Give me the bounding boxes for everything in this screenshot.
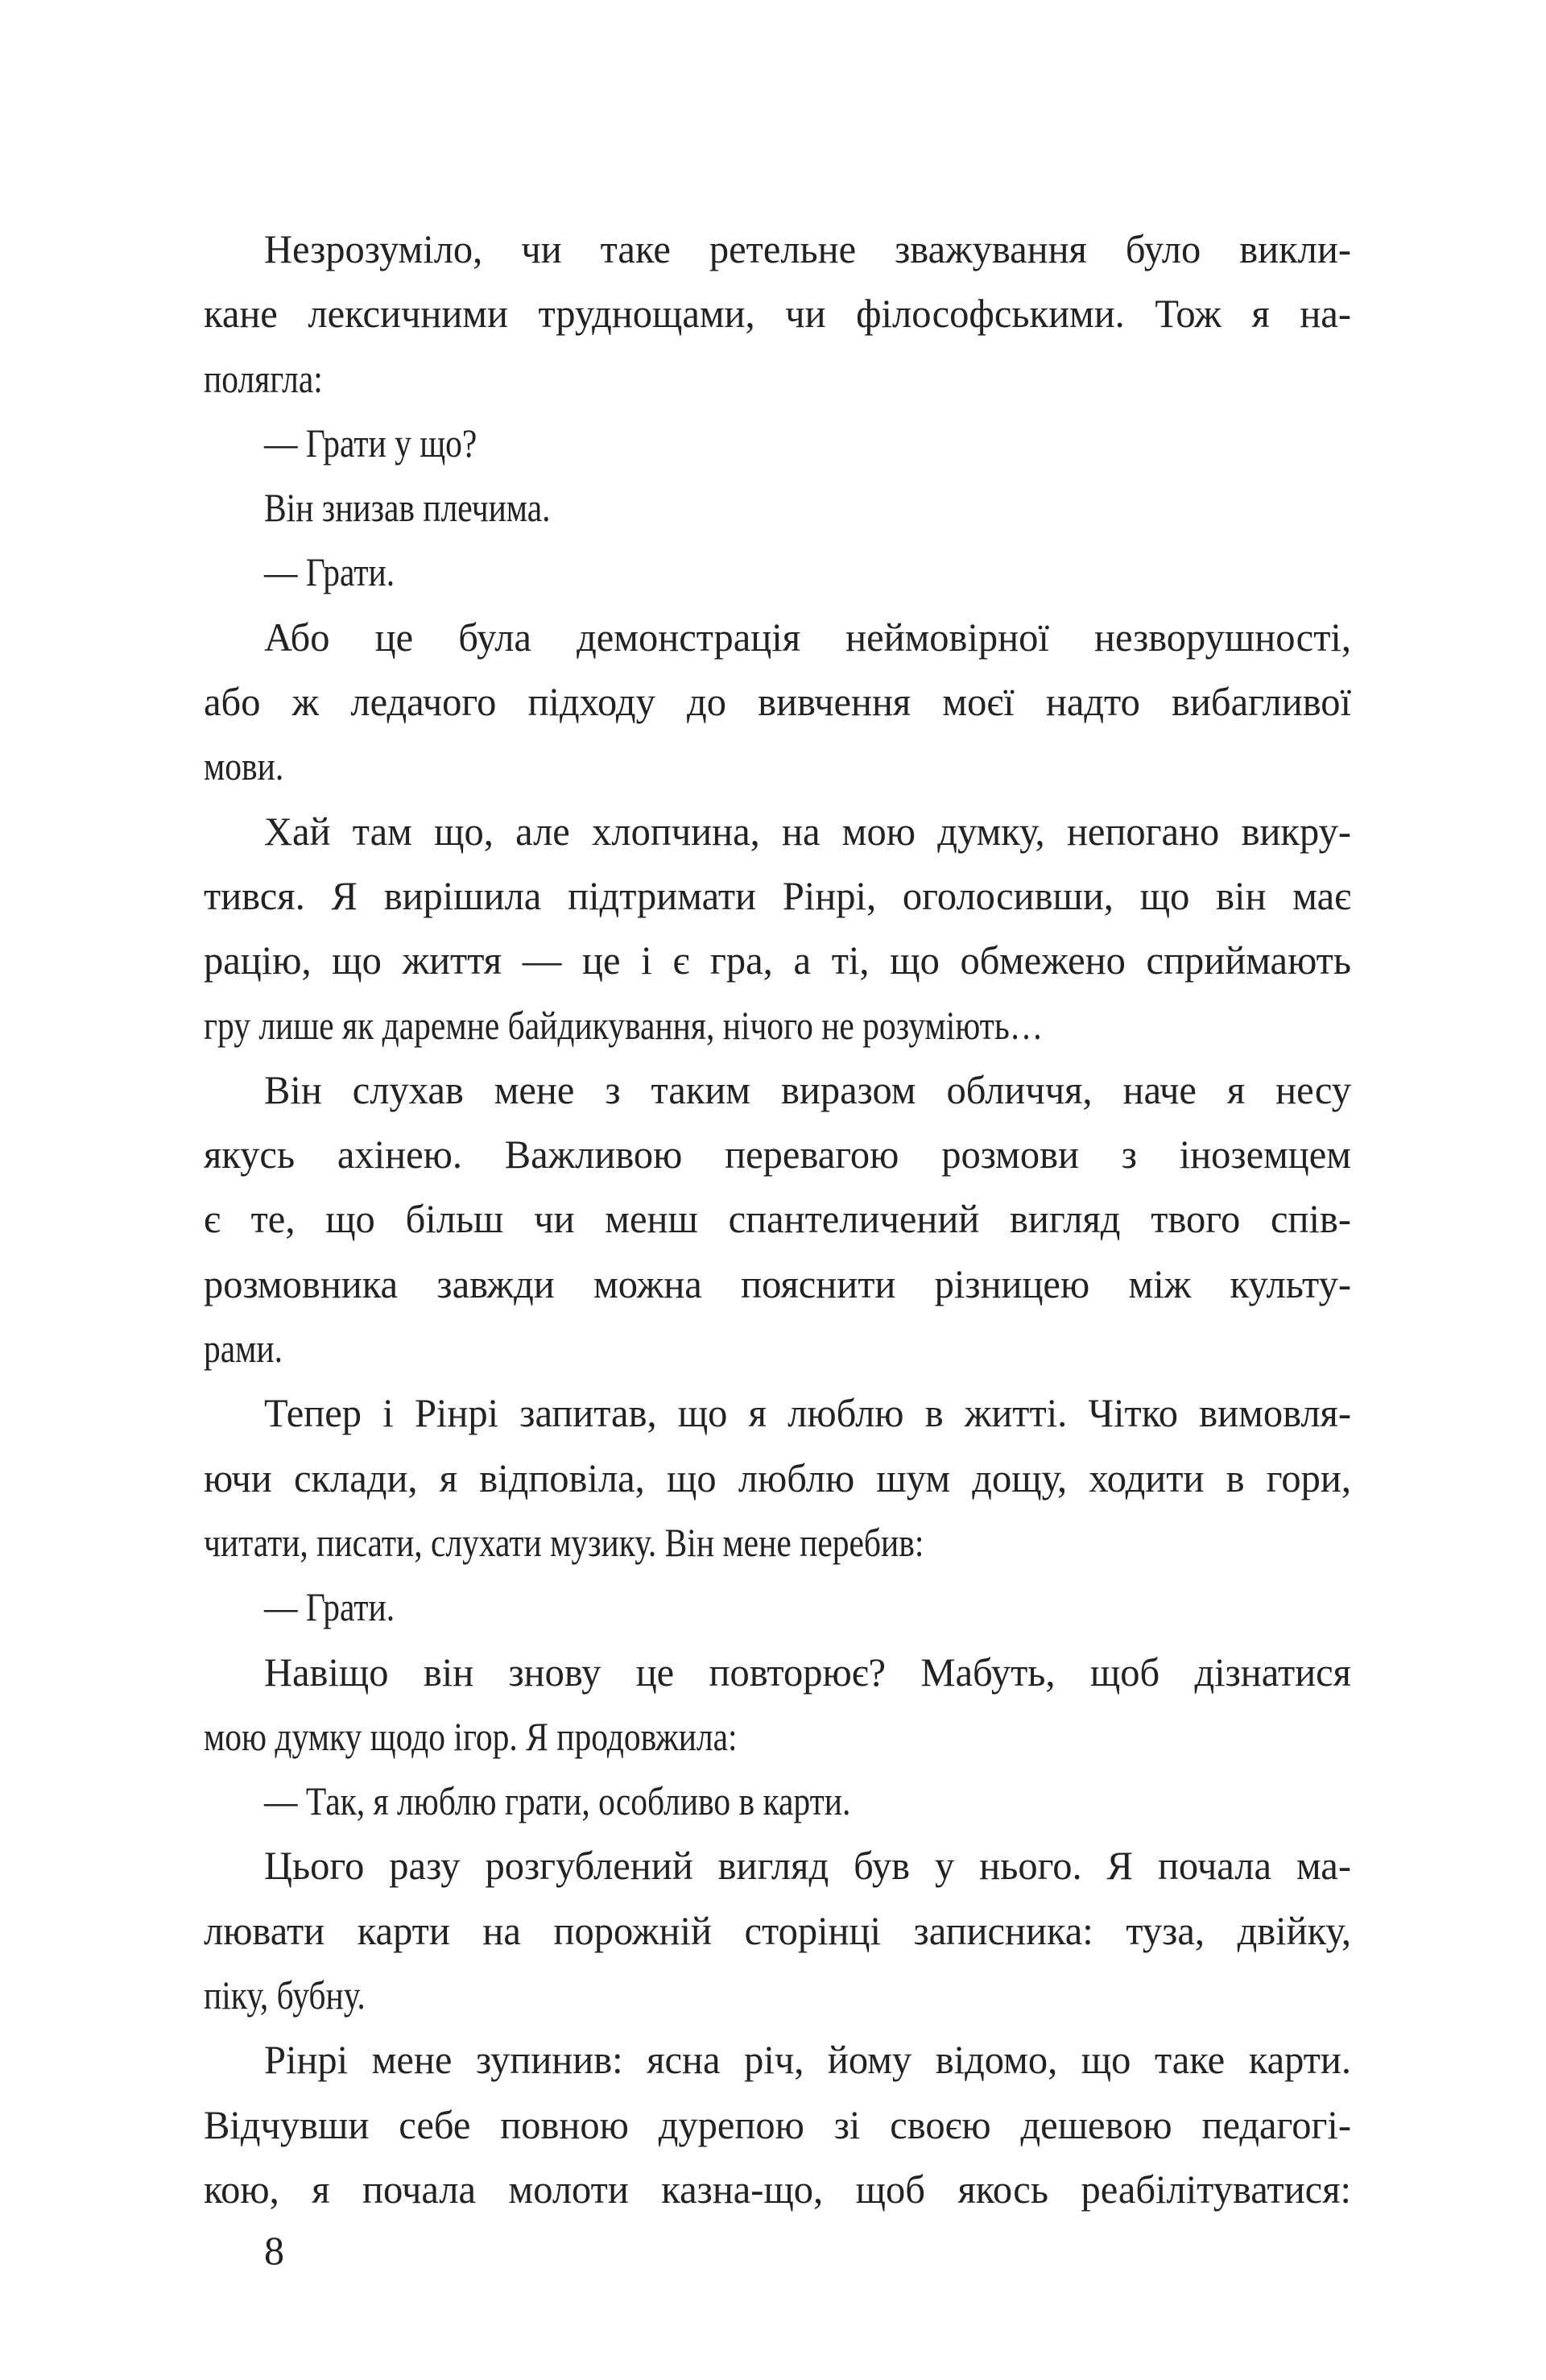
page-number: 8: [264, 2228, 284, 2273]
text-line-content: гру лише як даремне байдикування, нічого не розуміють…: [204, 1002, 1044, 1048]
text-line: [204, 1252, 1351, 1316]
text-line-content: Або це була демонстрація неймовірної незворушності,: [264, 614, 1351, 660]
text-line-content: Рінрі мене зупинив: ясна річ, йому відомо, що таке карти.: [264, 2037, 1351, 2083]
text-line-content: — Грати.: [264, 1584, 395, 1630]
text-line: [204, 669, 1351, 734]
text-line-content: Він знизав плечима.: [264, 485, 551, 531]
text-line-content: — Грати.: [264, 549, 395, 595]
text-line: [204, 734, 1351, 798]
text-line-content: Тепер і Рінрі запитав, що я люблю в житті. Чітко вимовля-: [264, 1390, 1351, 1436]
text-line-content: кою, я почала молоти казна-що, щоб якось реабілітуватися:: [204, 2166, 1351, 2212]
text-line: [204, 1316, 1351, 1380]
text-line-content: рацію, що життя — це і є гра, а ті, що обмежено сприймають: [204, 938, 1351, 983]
text-line: [204, 217, 1351, 281]
text-line-content: є те, що більш чи менш спантеличений вигляд твого спів-: [204, 1196, 1351, 1242]
text-line-content: або ж ледачого підходу до вивчення моєї надто вибагливої: [204, 679, 1351, 725]
text-line: [204, 993, 1351, 1058]
text-line: [204, 863, 1351, 928]
text-line: [204, 1704, 1351, 1769]
text-line-content: лювати карти на порожній сторінці записника: туза, двійку,: [204, 1907, 1351, 1953]
text-line-content: читати, писати, слухати музику. Він мене перебив:: [204, 1519, 924, 1565]
text-line: [204, 2092, 1351, 2157]
text-line-content: кане лексичними труднощами, чи філософськими. Тож я на-: [204, 291, 1351, 337]
text-line-content: Він слухав мене з таким виразом обличчя, наче я несу: [264, 1066, 1351, 1112]
text-line: [204, 1380, 1351, 1445]
text-line: [204, 1769, 1351, 1833]
text-line: [204, 1963, 1351, 2027]
text-line-content: мови.: [204, 743, 284, 789]
text-line: [204, 540, 1351, 604]
text-line: [204, 475, 1351, 540]
text-line: [204, 928, 1351, 992]
text-line: [204, 799, 1351, 863]
text-line-content: якусь ахінею. Важливою перевагою розмови з іноземцем: [204, 1132, 1351, 1178]
text-line: [204, 1898, 1351, 1963]
text-line: [204, 1575, 1351, 1639]
text-line: [204, 605, 1351, 669]
text-line-content: рами.: [204, 1326, 283, 1372]
text-line-content: розмовника завжди можна пояснити різницею між культу-: [204, 1260, 1351, 1306]
text-line: [204, 2157, 1351, 2221]
text-line-content: Цього разу розгублений вигляд був у нього. Я почала ма-: [264, 1843, 1351, 1889]
text-line-content: тився. Я вирішила підтримати Рінрі, оголосивши, що він має: [204, 872, 1351, 918]
text-line: [204, 1833, 1351, 1898]
text-line-content: Хай там що, але хлопчина, на мою думку, непогано викру-: [264, 808, 1351, 854]
text-line-content: — Так, я люблю грати, особливо в карти.: [264, 1778, 851, 1824]
text-line-content: Відчувши себе повною дурепою зі своєю дешевою педагогі-: [204, 2101, 1351, 2147]
text-line: [204, 1122, 1351, 1186]
text-line: [204, 281, 1351, 346]
text-line-content: Незрозуміло, чи таке ретельне зважування було викли-: [264, 226, 1351, 271]
text-line-content: піку, бубну.: [204, 1972, 366, 2018]
text-line-content: ючи склади, я відповіла, що люблю шум дощу, ходити в гори,: [204, 1455, 1351, 1500]
text-line: [204, 1446, 1351, 1510]
text-line: [204, 1640, 1351, 1704]
text-line: [204, 2027, 1351, 2092]
text-line: [204, 1186, 1351, 1251]
text-line-content: Навіщо він знову це повторює? Мабуть, щоб дізнатися: [264, 1649, 1351, 1695]
text-line-content: — Грати у що?: [264, 420, 477, 466]
text-line: [204, 1510, 1351, 1575]
text-line: [204, 346, 1351, 411]
text-line: [204, 411, 1351, 475]
text-line-content: мою думку щодо ігор. Я продовжила:: [204, 1713, 738, 1759]
text-line: [204, 1058, 1351, 1122]
body-text: [204, 217, 1351, 2221]
text-line-content: полягла:: [204, 355, 323, 401]
